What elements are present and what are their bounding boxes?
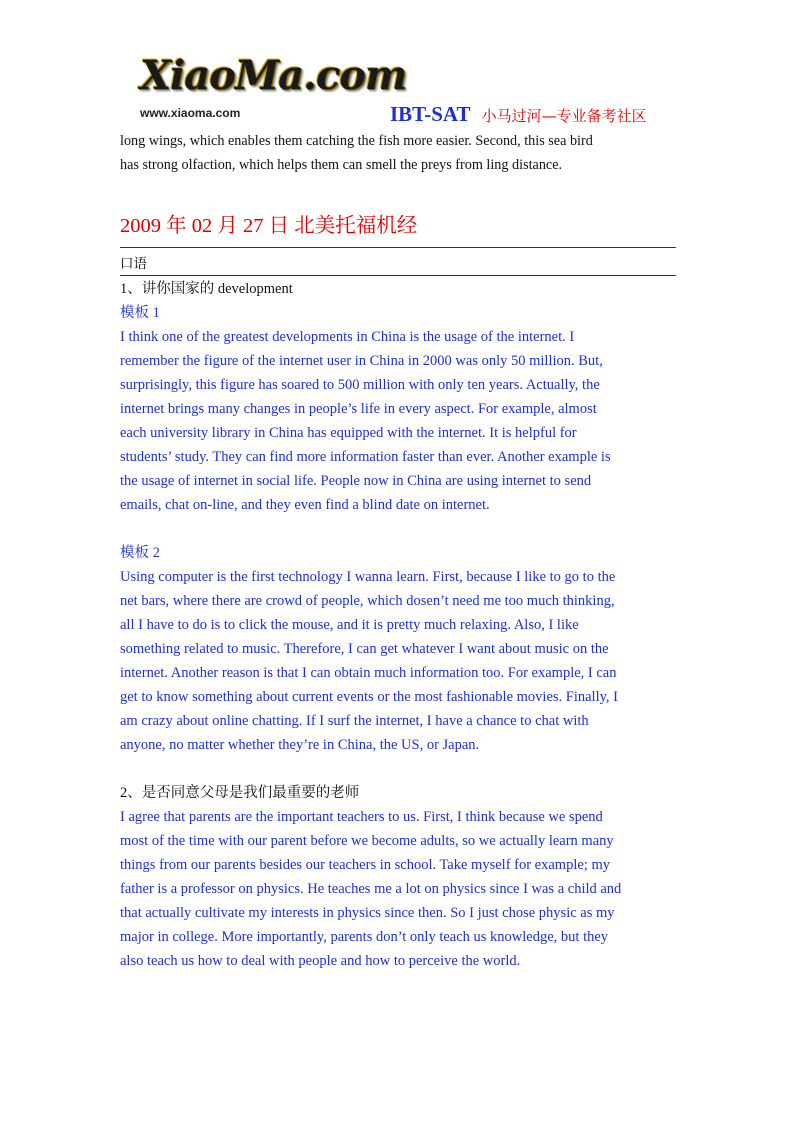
template-2-line: get to know something about current events or the most fashionable movies. Finally, I (120, 689, 619, 705)
template-1-line: I think one of the greatest developments in China is the usage of the internet. I (120, 329, 575, 345)
template-1-label: 模板 1 (120, 305, 160, 321)
template-1-line: each university library in China has equipped with the internet. It is helpful for (120, 425, 577, 441)
header-tagline (390, 102, 647, 127)
question-1: 1、讲你国家的 development (120, 281, 293, 297)
section-label-speaking: 口语 (120, 256, 147, 272)
template-1-line: the usage of internet in social life. People now in China are using internet to send (120, 473, 592, 489)
template-2-line: anyone, no matter whether they’re in China, the US, or Japan. (120, 737, 480, 753)
answer-2-line: most of the time with our parent before we become adults, so we actually learn many (120, 833, 614, 849)
answer-2-line: major in college. More importantly, parents don’t only teach us knowledge, but they (120, 929, 609, 945)
answer-2-line: father is a professor on physics. He teaches me a lot on physics since I was a child and (120, 881, 622, 897)
logo-wordmark: XiaoMa.com (140, 52, 407, 99)
divider-top (120, 247, 676, 248)
template-2-line: something related to music. Therefore, I can get whatever I want about music on the (120, 641, 609, 657)
template-1-line: students’ study. They can find more information faster than ever. Another example is (120, 449, 611, 465)
template-2-line: am crazy about online chatting. If I surf the internet, I have a chance to chat with (120, 713, 589, 729)
xiaoma-logo (140, 52, 407, 122)
exam-heading: 2009 年 02 月 27 日 北美托福机经 (120, 215, 418, 237)
template-2-line: Using computer is the first technology I wanna learn. First, because I like to go to the (120, 569, 616, 585)
template-1-line: remember the figure of the internet user in China in 2000 was only 50 million. But, (120, 353, 603, 369)
site-slogan: 小马过河—专业备考社区 (481, 107, 647, 125)
question-2-block (120, 781, 621, 973)
continuation-line: has strong olfaction, which helps them can smell the preys from ling distance. (120, 157, 563, 173)
question-2: 2、是否同意父母是我们最重要的老师 (120, 785, 360, 801)
template-2-line: net bars, where there are crowd of people, which dosen’t need me too much thinking, (120, 593, 615, 609)
answer-2-line: I agree that parents are the important teachers to us. First, I think because we spend (120, 809, 603, 825)
template-1-line: internet brings many changes in people’s life in every aspect. For example, almost (120, 401, 597, 417)
template-1-line: surprisingly, this figure has soared to 500 million with only ten years. Actually, the (120, 377, 600, 393)
answer-2-line: that actually cultivate my interests in physics since then. So I just chose physic as my (120, 905, 615, 921)
page-header (0, 0, 794, 130)
template-2-line: all I have to do is to click the mouse, and it is pretty much relaxing. Also, I like (120, 617, 579, 633)
logo-url: www.xiaoma.com (140, 106, 241, 120)
continuation-paragraph (120, 129, 593, 177)
ibt-sat-label: IBT-SAT (390, 102, 471, 126)
template-2-block (120, 541, 618, 757)
question-1-block (120, 277, 611, 517)
divider-bottom (120, 275, 676, 276)
answer-2-line: things from our parents besides our teachers in school. Take myself for example; my (120, 857, 610, 873)
continuation-line: long wings, which enables them catching the fish more easier. Second, this sea bird (120, 133, 593, 149)
answer-2-line: also teach us how to deal with people and how to perceive the world. (120, 953, 521, 969)
template-2-line: internet. Another reason is that I can obtain much information too. For example, I can (120, 665, 617, 681)
template-2-label: 模板 2 (120, 545, 160, 561)
template-1-line: emails, chat on-line, and they even find a blind date on internet. (120, 497, 490, 513)
